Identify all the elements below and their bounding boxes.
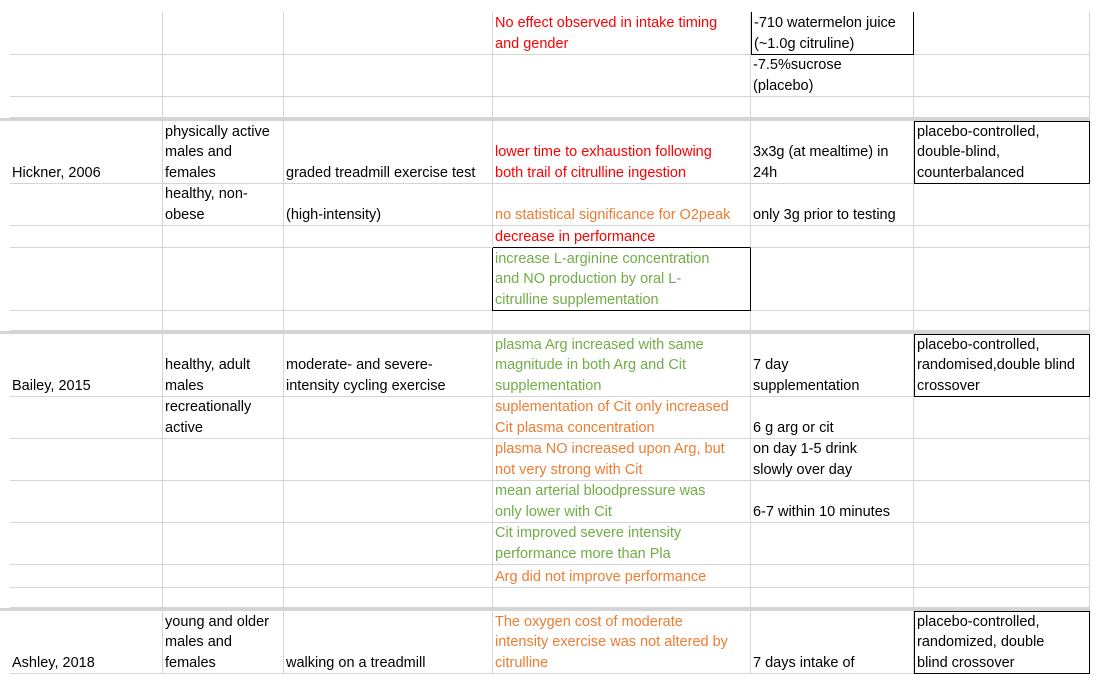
cell-subjects-hickner-2[interactable]: healthy, non- obese xyxy=(163,184,284,226)
cell-design-hickner-2[interactable] xyxy=(914,184,1090,226)
cell-empty-r8b[interactable] xyxy=(163,311,284,331)
cell-empty-r8e[interactable] xyxy=(751,311,914,331)
cell-result-hickner-4[interactable]: increase L-arginine concentration and NO production by oral L- citrulline supplementation xyxy=(492,248,751,311)
cell-author-hickner[interactable]: Hickner, 2006 xyxy=(10,121,163,184)
cell-dose-bailey-6[interactable] xyxy=(751,565,914,588)
cell-empty-r15d[interactable] xyxy=(493,588,751,608)
cell-subjects-bailey-6[interactable] xyxy=(163,565,284,588)
cell-exercise-hickner-3[interactable] xyxy=(284,226,493,248)
cell-empty-r15e[interactable] xyxy=(751,588,914,608)
cell-author-bailey-4[interactable] xyxy=(10,481,163,523)
cell-subjects-r1[interactable] xyxy=(163,12,284,55)
cell-dose-ashley-1[interactable]: 7 days intake of xyxy=(751,611,914,674)
cell-dose-bailey-1[interactable]: 7 day supplementation xyxy=(751,334,914,397)
cell-dose-hickner-4[interactable] xyxy=(751,248,914,311)
cell-empty-r3e[interactable] xyxy=(751,97,914,118)
cell-result-r2[interactable] xyxy=(493,55,751,97)
cell-author-r1[interactable] xyxy=(10,12,163,55)
cell-empty-r3c[interactable] xyxy=(284,97,493,118)
cell-empty-r3a[interactable] xyxy=(10,97,163,118)
cell-empty-r15c[interactable] xyxy=(284,588,493,608)
cell-subjects-bailey-3[interactable] xyxy=(163,439,284,481)
cell-subjects-r2[interactable] xyxy=(163,55,284,97)
cell-design-bailey-4[interactable] xyxy=(914,481,1090,523)
cell-empty-r15f[interactable] xyxy=(914,588,1090,608)
cell-exercise-ashley-1[interactable]: walking on a treadmill xyxy=(284,611,493,674)
cell-empty-r15a[interactable] xyxy=(10,588,163,608)
cell-exercise-bailey-4[interactable] xyxy=(284,481,493,523)
cell-exercise-bailey-3[interactable] xyxy=(284,439,493,481)
cell-design-r2[interactable] xyxy=(914,55,1090,97)
cell-exercise-bailey-6[interactable] xyxy=(284,565,493,588)
cell-exercise-bailey-5[interactable] xyxy=(284,523,493,565)
cell-empty-r3d[interactable] xyxy=(493,97,751,118)
cell-result-r1[interactable]: No effect observed in intake timing and gender xyxy=(493,12,751,55)
cell-result-hickner-3[interactable]: decrease in performance xyxy=(493,226,751,248)
cell-dose-r2[interactable]: -7.5%sucrose (placebo) xyxy=(751,55,914,97)
cell-subjects-ashley-1[interactable]: young and older males and females xyxy=(163,611,284,674)
cell-result-bailey-3[interactable]: plasma NO increased upon Arg, but not very strong with Cit xyxy=(493,439,751,481)
cell-dose-hickner-3[interactable] xyxy=(751,226,914,248)
cell-author-bailey-3[interactable] xyxy=(10,439,163,481)
cell-design-hickner-1[interactable]: placebo-controlled, double-blind, counterbalanced xyxy=(914,121,1090,184)
cell-result-bailey-6[interactable]: Arg did not improve performance xyxy=(493,565,751,588)
cell-empty-r8c[interactable] xyxy=(284,311,493,331)
cell-exercise-bailey-2[interactable] xyxy=(284,397,493,439)
cell-dose-bailey-4[interactable]: 6-7 within 10 minutes xyxy=(751,481,914,523)
cell-subjects-hickner-1[interactable]: physically active males and females xyxy=(163,121,284,184)
cell-dose-hickner-2[interactable]: only 3g prior to testing xyxy=(751,184,914,226)
cell-design-hickner-4[interactable] xyxy=(914,248,1090,311)
cell-design-bailey-6[interactable] xyxy=(914,565,1090,588)
cell-author-r2[interactable] xyxy=(10,55,163,97)
cell-subjects-hickner-3[interactable] xyxy=(163,226,284,248)
cell-result-hickner-2[interactable]: no statistical significance for O2peak xyxy=(493,184,751,226)
cell-author-bailey-6[interactable] xyxy=(10,565,163,588)
cell-result-hickner-1[interactable]: lower time to exhaustion following both trail of citrulline ingestion xyxy=(493,121,751,184)
cell-exercise-bailey-1[interactable]: moderate- and severe- intensity cycling exercise xyxy=(284,334,493,397)
cell-dose-hickner-1[interactable]: 3x3g (at mealtime) in 24h xyxy=(751,121,914,184)
cell-empty-r8d[interactable] xyxy=(493,311,751,331)
cell-exercise-hickner-1[interactable]: graded treadmill exercise test xyxy=(284,121,493,184)
cell-author-ashley[interactable]: Ashley, 2018 xyxy=(10,611,163,674)
cell-subjects-hickner-4[interactable] xyxy=(163,248,284,311)
cell-subjects-bailey-2[interactable]: recreationally active xyxy=(163,397,284,439)
cell-author-bailey-2[interactable] xyxy=(10,397,163,439)
cell-design-bailey-3[interactable] xyxy=(914,439,1090,481)
cell-author-hickner-4[interactable] xyxy=(10,248,163,311)
cell-empty-r8a[interactable] xyxy=(10,311,163,331)
cell-exercise-r1[interactable] xyxy=(284,12,493,55)
cell-empty-r3b[interactable] xyxy=(163,97,284,118)
cell-dose-bailey-2[interactable]: 6 g arg or cit xyxy=(751,397,914,439)
cell-exercise-r2[interactable] xyxy=(284,55,493,97)
cell-author-bailey-5[interactable] xyxy=(10,523,163,565)
cell-design-bailey-5[interactable] xyxy=(914,523,1090,565)
cell-empty-r8f[interactable] xyxy=(914,311,1090,331)
cell-empty-r3f[interactable] xyxy=(914,97,1090,118)
cell-result-bailey-1[interactable]: plasma Arg increased with same magnitude in both Arg and Cit supplementation xyxy=(493,334,751,397)
cell-dose-bailey-3[interactable]: on day 1-5 drink slowly over day xyxy=(751,439,914,481)
cell-design-r1[interactable] xyxy=(914,12,1090,55)
cell-design-bailey-2[interactable] xyxy=(914,397,1090,439)
cell-result-bailey-4[interactable]: mean arterial bloodpressure was only lower with Cit xyxy=(493,481,751,523)
cell-result-bailey-2[interactable]: suplementation of Cit only increased Cit plasma concentration xyxy=(493,397,751,439)
cell-empty-r15b[interactable] xyxy=(163,588,284,608)
cell-design-ashley-1[interactable]: placebo-controlled, randomized, double blind crossover xyxy=(914,611,1090,674)
cell-subjects-bailey-5[interactable] xyxy=(163,523,284,565)
cell-design-bailey-1[interactable]: placebo-controlled, randomised,double blind crossover xyxy=(914,334,1090,397)
cell-author-hickner-2[interactable] xyxy=(10,184,163,226)
cell-author-bailey[interactable]: Bailey, 2015 xyxy=(10,334,163,397)
cell-exercise-hickner-2[interactable]: (high-intensity) xyxy=(284,184,493,226)
cell-result-ashley-1[interactable]: The oxygen cost of moderate intensity exercise was not altered by citrulline xyxy=(493,611,751,674)
cell-dose-r1[interactable]: -710 watermelon juice (~1.0g citruline) xyxy=(751,12,914,55)
cell-subjects-bailey-4[interactable] xyxy=(163,481,284,523)
cell-design-hickner-3[interactable] xyxy=(914,226,1090,248)
cell-exercise-hickner-4[interactable] xyxy=(284,248,493,311)
cell-subjects-bailey-1[interactable]: healthy, adult males xyxy=(163,334,284,397)
cell-author-hickner-3[interactable] xyxy=(10,226,163,248)
cell-dose-bailey-5[interactable] xyxy=(751,523,914,565)
cell-result-bailey-5[interactable]: Cit improved severe intensity performance more than Pla xyxy=(493,523,751,565)
